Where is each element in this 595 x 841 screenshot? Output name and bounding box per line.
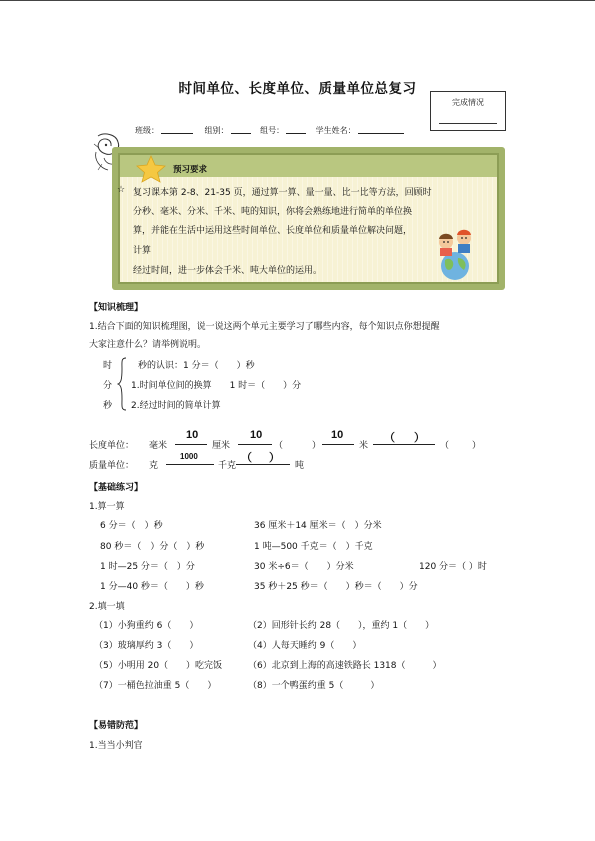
length-arrow-line-2	[238, 444, 272, 445]
class-label: 班级：	[135, 126, 159, 135]
group-blank	[231, 124, 251, 134]
tree-label-second: 秒	[103, 401, 113, 411]
preview-star-symbol: ☆	[117, 185, 126, 195]
mass-rate-blank-close: ）	[269, 452, 280, 464]
calc-item-5: 1 时—25 分＝（ ）分	[100, 562, 195, 572]
mass-units-label: 质量单位：	[89, 461, 135, 471]
page-title: 时间单位、长度单位、质量单位总复习	[178, 81, 417, 97]
class-blank	[161, 124, 193, 134]
top-border-line	[0, 0, 595, 1]
fill-section-title: 2.填一填	[89, 602, 125, 612]
student-info-row	[135, 124, 407, 136]
left-brace-icon	[117, 357, 127, 411]
star-icon	[135, 155, 167, 183]
length-rate-3: 10	[331, 429, 344, 441]
group-number-label: 组号：	[260, 126, 285, 135]
calc-item-7: 120 分＝（ ）时	[419, 562, 487, 572]
group-number-blank	[286, 124, 306, 134]
fill-item-1: （1）小狗重约 6（ ）	[94, 621, 199, 631]
calc-item-3: 80 秒＝（ ）分（ ）秒	[100, 542, 205, 552]
tree-item-elapsed-time: 2.经过时间的简单计算	[131, 401, 221, 411]
completion-status-box	[430, 91, 506, 131]
mass-arrow-line-1	[166, 464, 214, 465]
length-arrow-line-3	[322, 444, 354, 445]
preview-line-3: 算，并能在生活中运用这些时间单位、长度单位和质量单位解决问题，	[133, 226, 413, 236]
fill-item-8: （8）一个鸭蛋约重 5（ ）	[248, 681, 380, 691]
preview-line-4: 计算	[133, 246, 152, 256]
tree-label-minute: 分	[103, 381, 113, 391]
student-name-label: 学生姓名：	[315, 126, 356, 135]
fill-item-3: （3）玻璃厚约 3（ ）	[94, 641, 199, 651]
length-blank-open-1: （	[274, 441, 284, 451]
mass-rate-1: 1000	[180, 452, 198, 461]
knowledge-question-line-2: 大家注意什么？请举例说明。	[89, 340, 207, 350]
calc-item-4: 1 吨—500 千克＝（ ）千克	[254, 542, 373, 552]
length-rate-blank-open: （	[384, 432, 395, 444]
preview-line-5: 经过时间，进一步体会千米、吨大单位的运用。	[133, 266, 323, 276]
fill-item-6: （6）北京到上海的高速铁路长 1318（ ）	[248, 661, 442, 671]
mistakes-heading: 【易错防范】	[89, 721, 144, 731]
calc-section-title: 1.算一算	[89, 502, 125, 512]
length-blank-close-2: ）	[472, 441, 482, 451]
calc-item-1: 6 分＝（ ）秒	[100, 521, 163, 531]
knowledge-question-line-1: 1.结合下面的知识梳理图，说一说这两个单元主要学习了哪些内容，每个知识点你想提醒	[89, 322, 440, 332]
knowledge-heading: 【知识梳理】	[89, 303, 144, 313]
length-rate-2: 10	[250, 429, 263, 441]
fill-item-7: （7）一桶色拉油重 5（ ）	[94, 681, 217, 691]
length-arrow-line-4	[373, 444, 435, 445]
mass-unit-kg: 千克	[218, 461, 237, 471]
calc-item-9: 35 秒＋25 秒＝（ ）秒＝（ ）分	[254, 582, 418, 592]
length-arrow-line-1	[175, 444, 207, 445]
calc-item-6: 30 米÷6＝（ ）分米	[254, 562, 354, 572]
basic-practice-heading: 【基础练习】	[89, 483, 144, 493]
fill-item-2: （2）回形针长约 28（ ），重约 1（ ）	[248, 621, 435, 631]
mass-arrow-line-2	[236, 464, 290, 465]
group-label: 组别：	[204, 126, 229, 135]
tree-item-unit-conversion: 1.时间单位间的换算 1 时＝（ ）分	[131, 381, 302, 391]
length-unit-mm: 毫米	[149, 441, 168, 451]
student-name-blank	[358, 124, 404, 134]
length-blank-open-2: （	[440, 441, 450, 451]
calc-item-8: 1 分—40 秒＝（ ）秒	[100, 582, 204, 592]
preview-line-1: 复习课本第 2-8、21-35 页，通过算一算、量一量、比一比等方法，回顾时	[133, 188, 432, 198]
kids-globe-illustration-icon	[430, 224, 480, 282]
mistakes-question-1: 1.当当小判官	[89, 741, 143, 751]
fill-item-5: （5）小明用 20（ ）吃完饭	[94, 661, 223, 671]
preview-heading: 预习要求	[173, 165, 208, 175]
tree-label-hour: 时	[103, 361, 113, 371]
length-units-label: 长度单位：	[89, 441, 135, 451]
completion-status-label: 完成情况	[452, 98, 484, 107]
mass-unit-t: 吨	[295, 461, 305, 471]
length-rate-1: 10	[186, 429, 199, 441]
fill-item-4: （4）人每天睡约 9（ ）	[248, 641, 362, 651]
mass-unit-g: 克	[149, 461, 159, 471]
length-unit-cm: 厘米	[212, 441, 231, 451]
preview-line-2: 分秒、毫米、分米、千米、吨的知识，你将会熟练地进行简单的单位换	[133, 207, 413, 217]
length-blank-close-1: ）	[312, 441, 322, 451]
mass-rate-blank-open: （	[241, 452, 252, 464]
calc-item-2: 36 厘米＋14 厘米＝（ ）分米	[254, 521, 382, 531]
tree-item-second-recognition: 秒的认识：1 分＝（ ）秒	[138, 361, 255, 371]
completion-status-blank	[439, 123, 497, 124]
length-unit-m: 米	[359, 441, 369, 451]
length-rate-blank-close: ）	[414, 432, 425, 444]
